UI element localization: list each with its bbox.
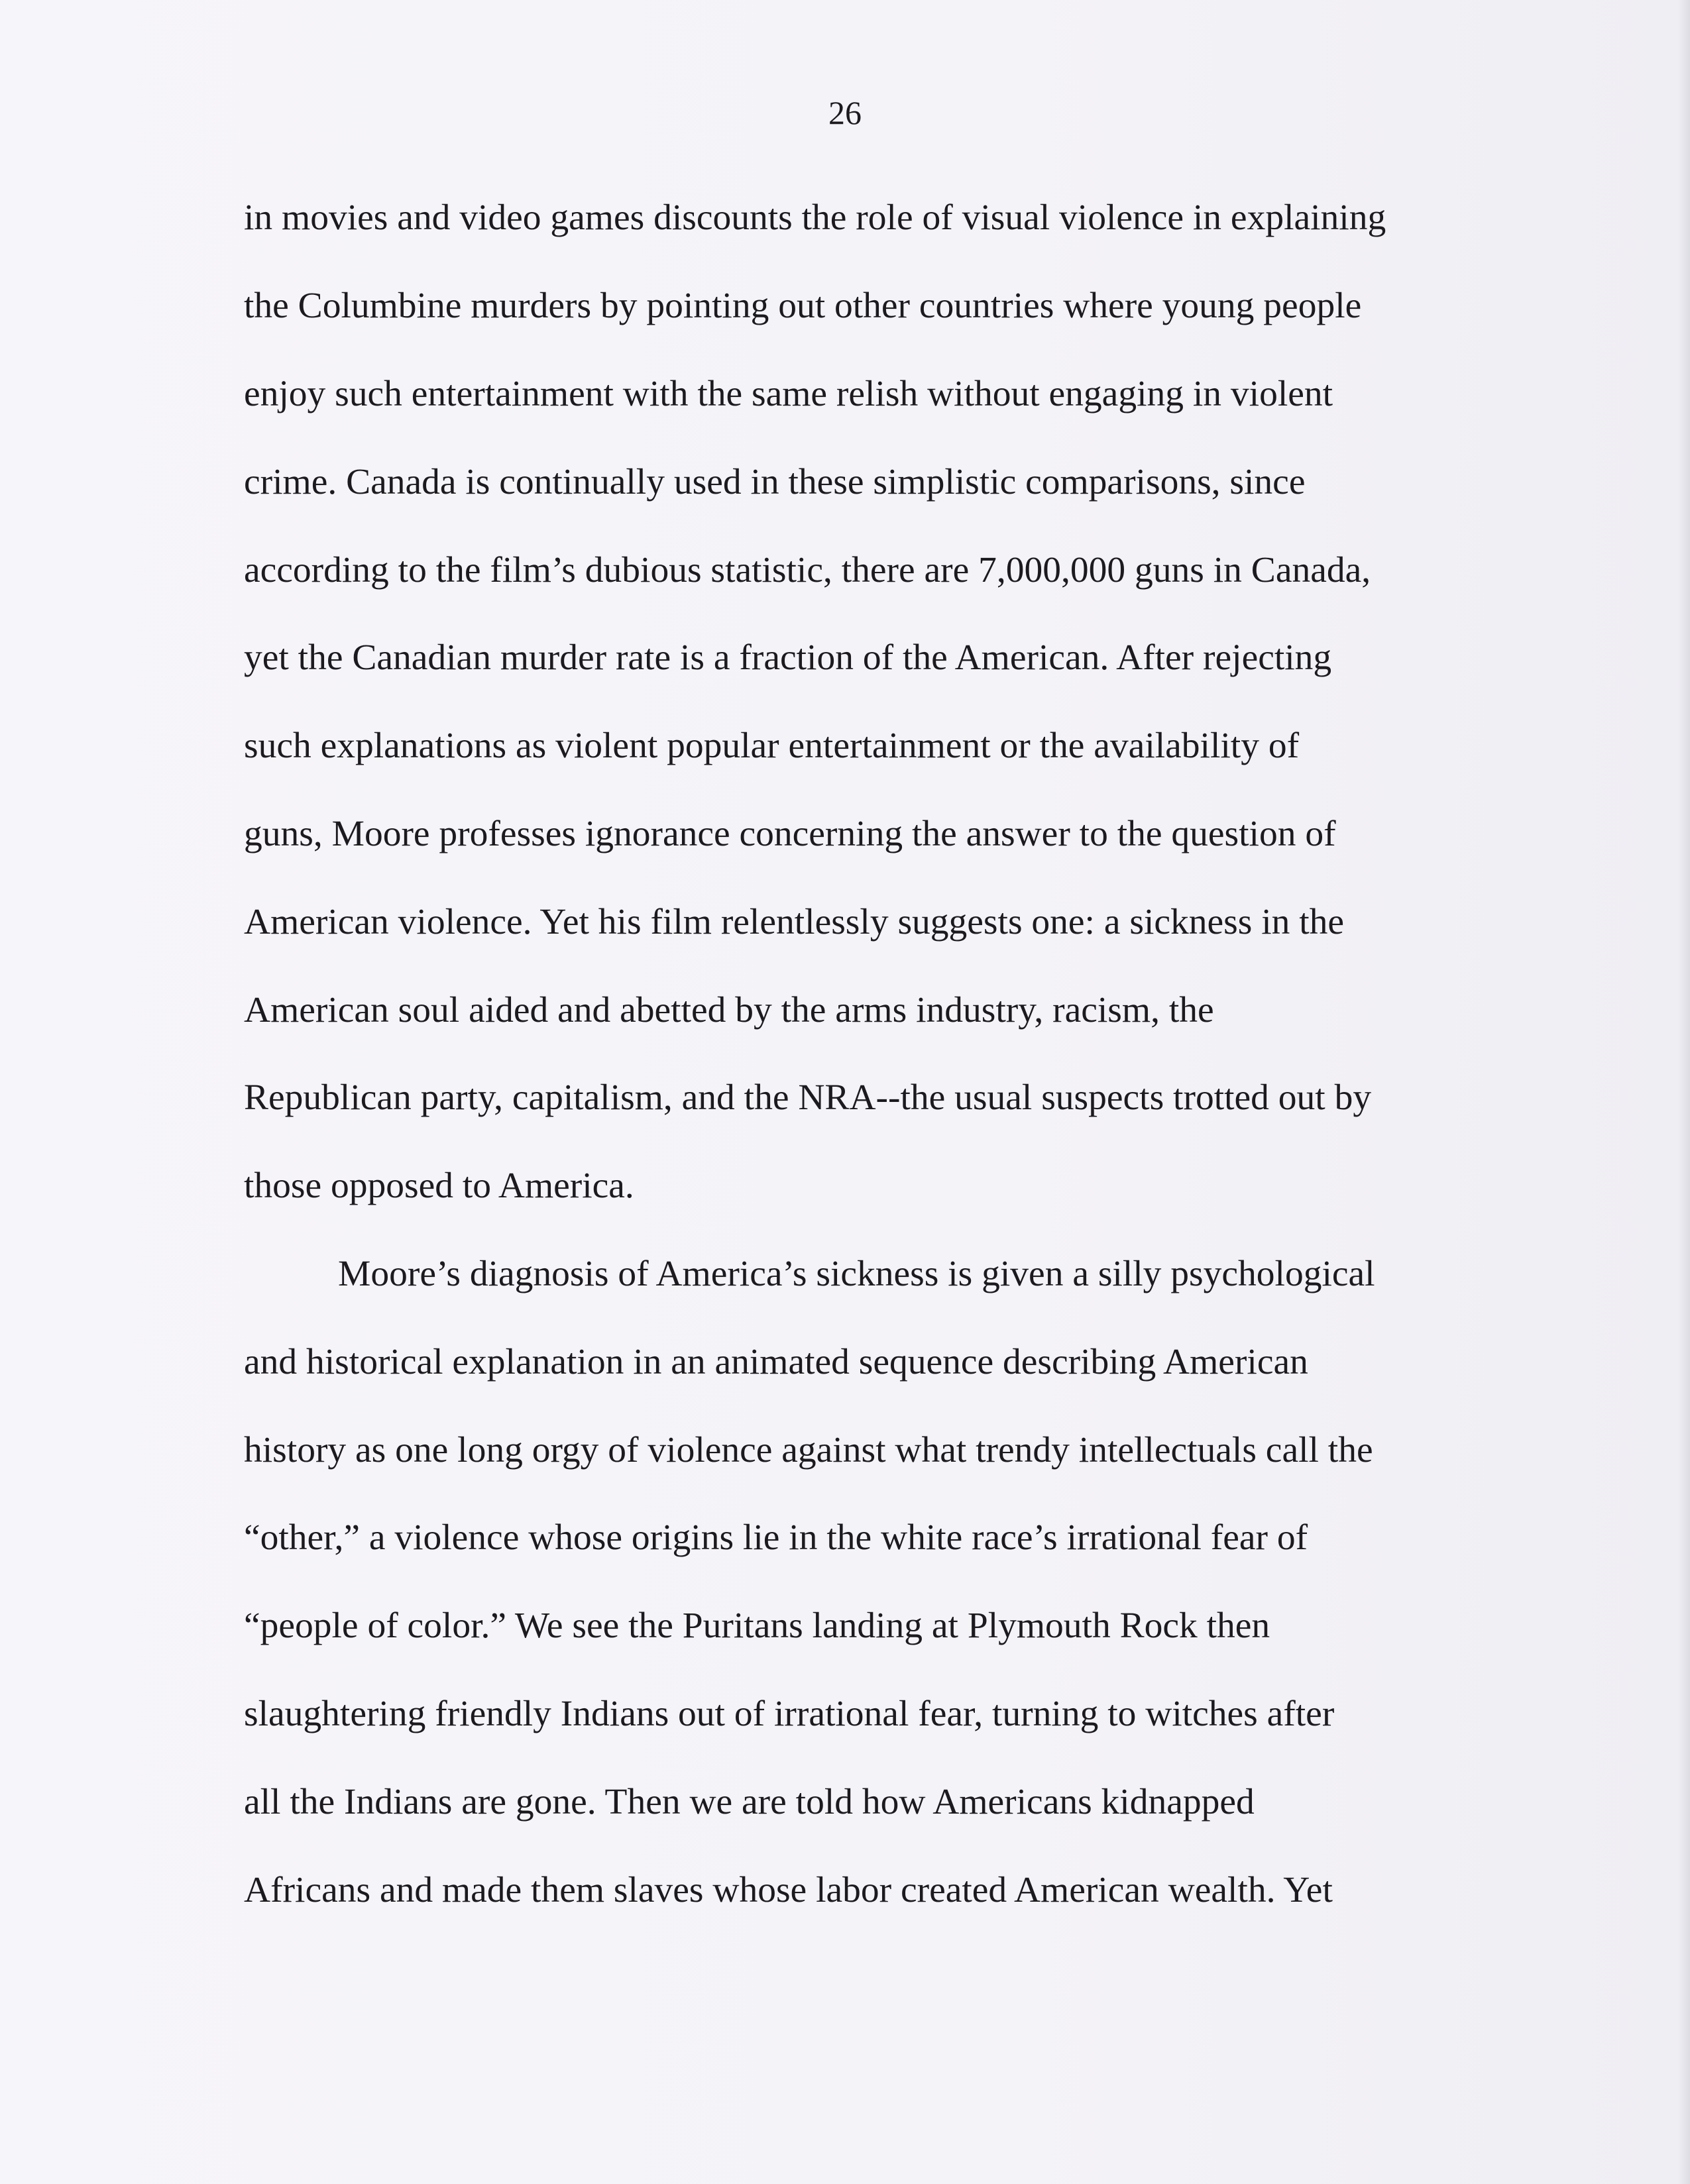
text-line: guns, Moore professes ignorance concerning the answer to the question of bbox=[244, 814, 1336, 854]
text-line: according to the film’s dubious statistic, there are 7,000,000 guns in Canada, bbox=[244, 550, 1371, 590]
text-line: those opposed to America. bbox=[244, 1166, 634, 1206]
page-edge-shadow bbox=[1678, 0, 1690, 2184]
text-line: American soul aided and abetted by the arms industry, racism, the bbox=[244, 990, 1214, 1030]
text-line: enjoy such entertainment with the same relish without engaging in violent bbox=[244, 374, 1333, 414]
text-line: and historical explanation in an animated sequence describing American bbox=[244, 1342, 1308, 1382]
page-number: 26 bbox=[828, 94, 862, 131]
text-line: slaughtering friendly Indians out of irrational fear, turning to witches after bbox=[244, 1694, 1335, 1734]
text-line: “people of color.” We see the Puritans landing at Plymouth Rock then bbox=[244, 1606, 1270, 1646]
text-line: in movies and video games discounts the role of visual violence in explaining bbox=[244, 197, 1386, 238]
paragraph-first-line: Moore’s diagnosis of America’s sickness is given a silly psychological bbox=[338, 1254, 1375, 1294]
text-line: history as one long orgy of violence against what trendy intellectuals call the bbox=[244, 1430, 1373, 1470]
text-line: yet the Canadian murder rate is a fraction of the American. After rejecting bbox=[244, 637, 1332, 678]
text-line: all the Indians are gone. Then we are told how Americans kidnapped bbox=[244, 1782, 1255, 1822]
text-line: the Columbine murders by pointing out other countries where young people bbox=[244, 286, 1362, 326]
text-line: crime. Canada is continually used in these simplistic comparisons, since bbox=[244, 462, 1306, 502]
text-line: Africans and made them slaves whose labor created American wealth. Yet bbox=[244, 1870, 1333, 1910]
text-line: American violence. Yet his film relentlessly suggests one: a sickness in the bbox=[244, 902, 1345, 942]
text-line: “other,” a violence whose origins lie in the white race’s irrational fear of bbox=[244, 1517, 1308, 1558]
text-line: such explanations as violent popular entertainment or the availability of bbox=[244, 726, 1300, 766]
text-line: Republican party, capitalism, and the NRA--the usual suspects trotted out by bbox=[244, 1077, 1372, 1118]
